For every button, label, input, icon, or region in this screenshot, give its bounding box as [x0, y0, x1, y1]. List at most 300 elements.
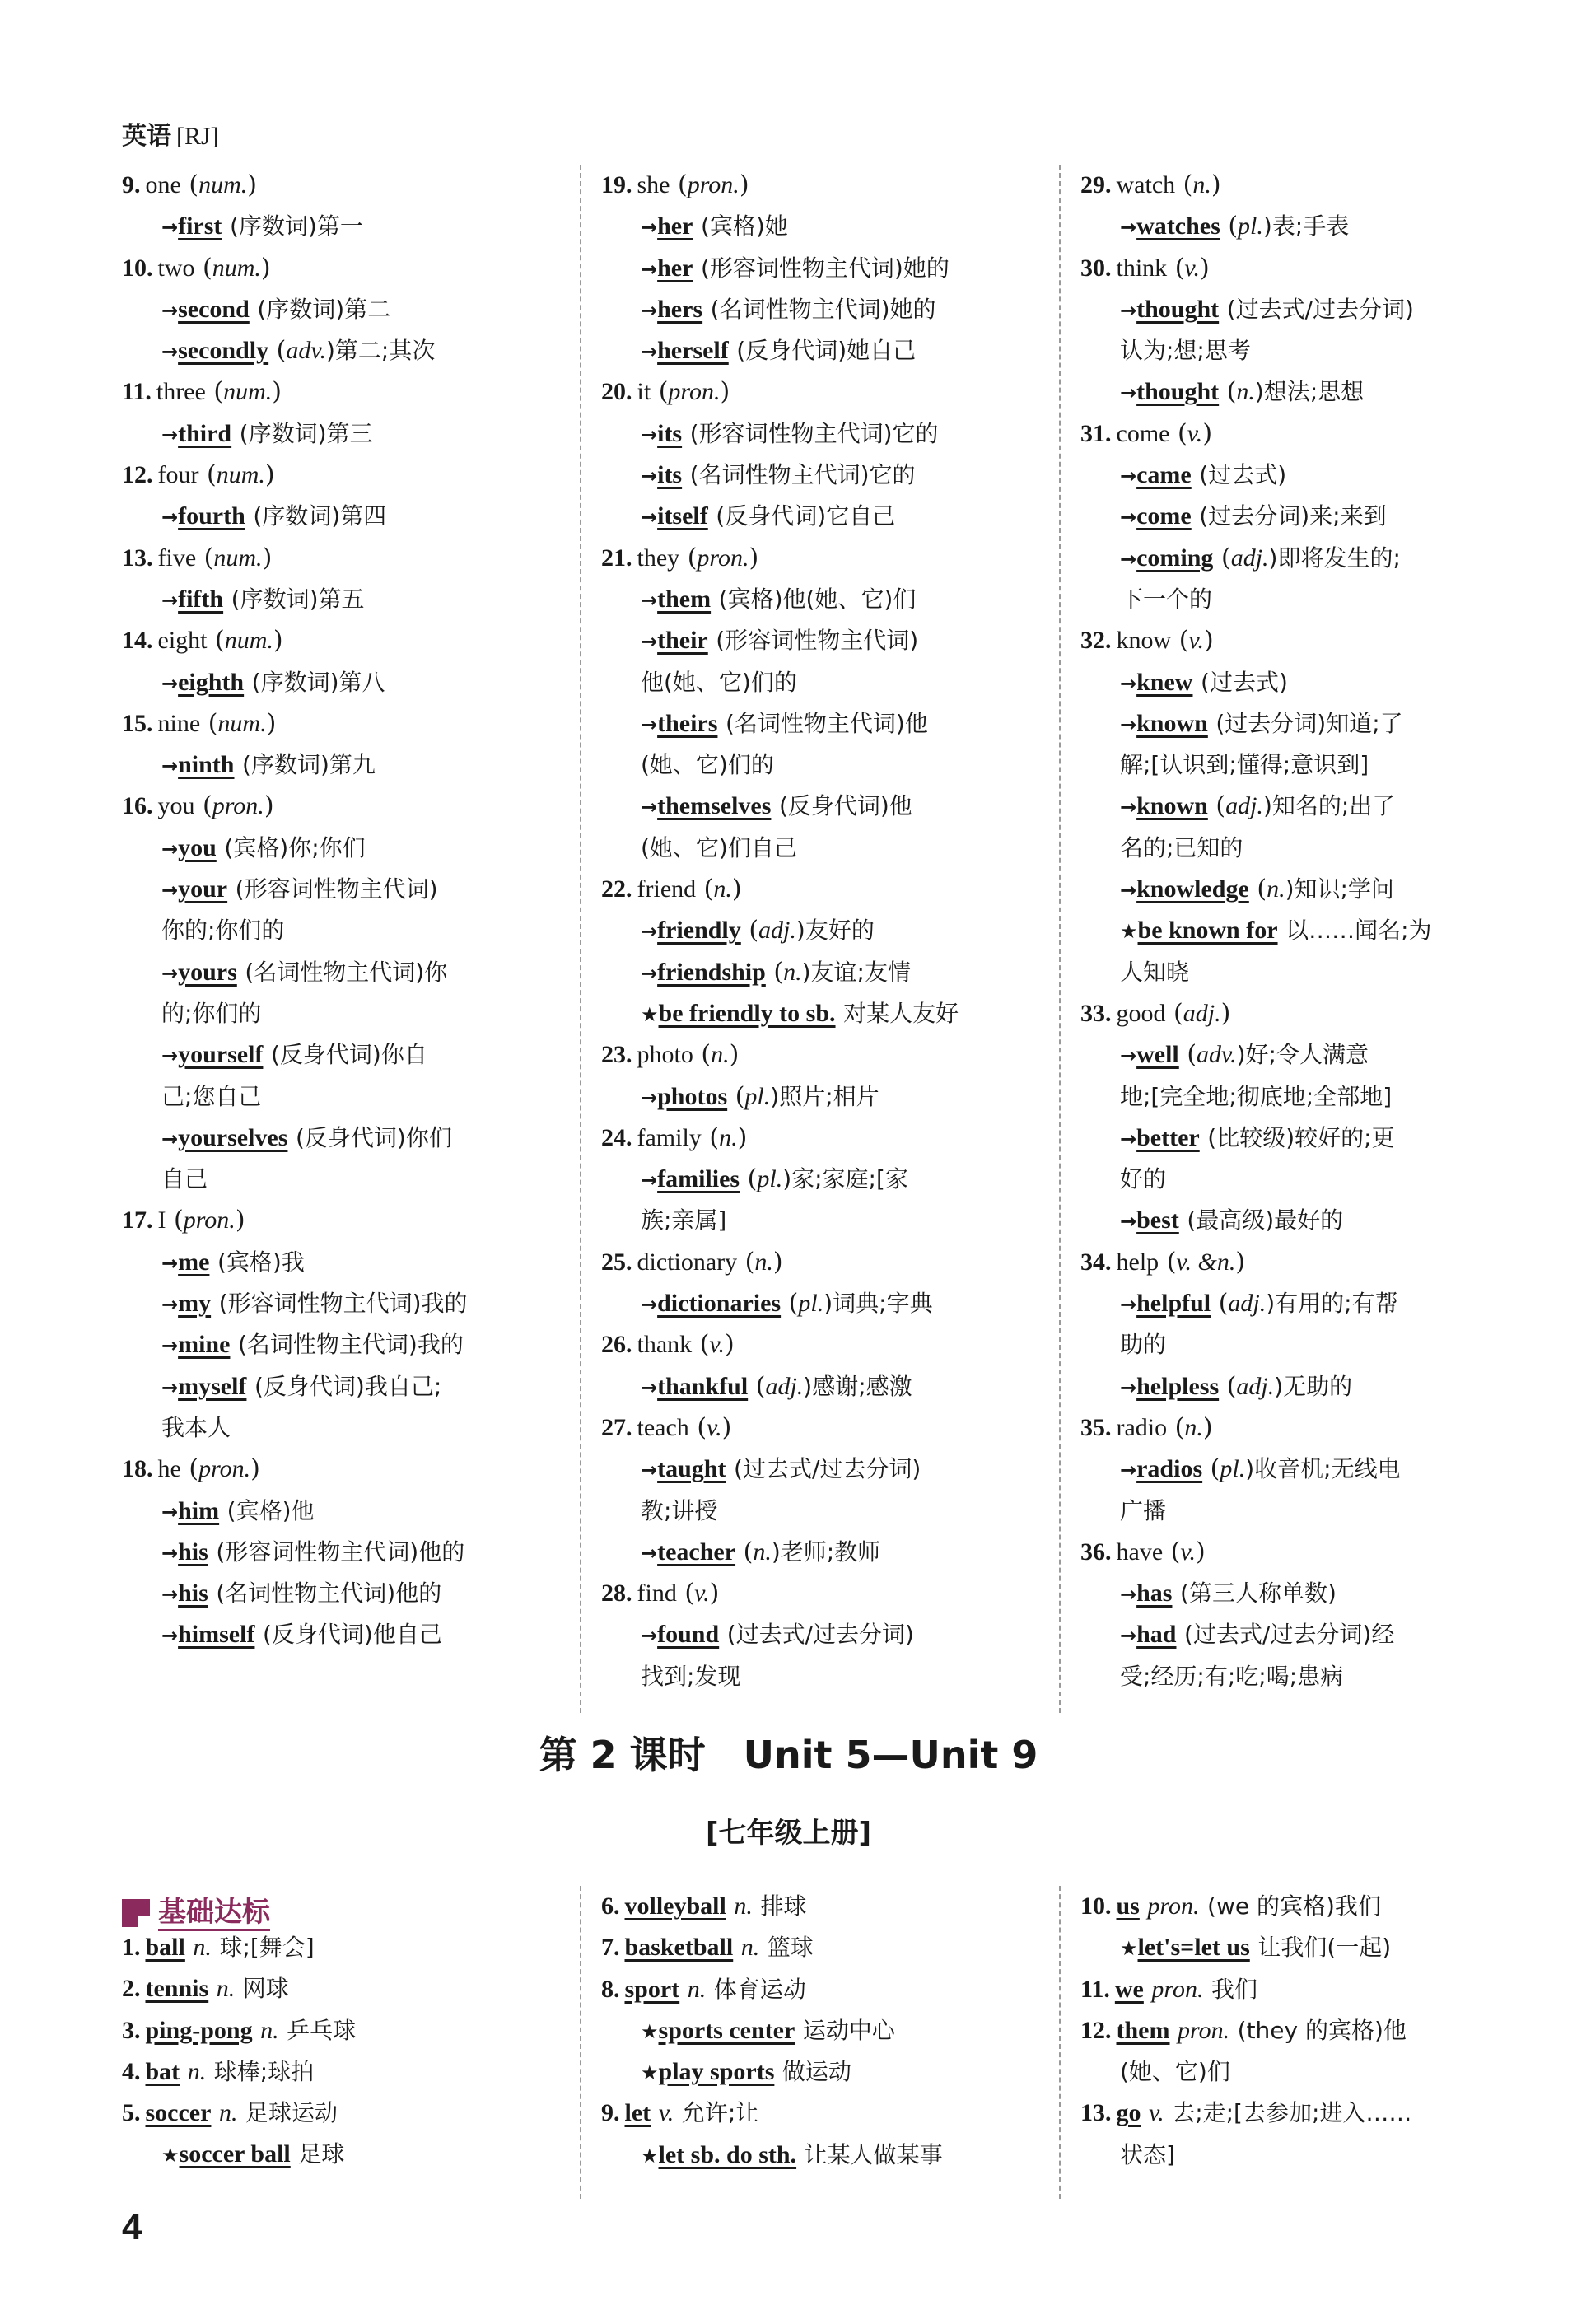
derived-word: hers	[657, 295, 703, 323]
definition: 地;[完全地;彻底地;全部地]	[1120, 1082, 1393, 1110]
part-of-speech: pl.	[757, 1165, 783, 1193]
definition: 我们	[1211, 1975, 1258, 2003]
definition: (反身代词)你们	[295, 1123, 452, 1151]
derived-word: my	[178, 1290, 212, 1318]
phrase: sports center	[658, 2016, 795, 2044]
continuation-line	[122, 1407, 567, 1449]
arrow-icon: →	[1120, 1458, 1137, 1482]
arrow-icon: →	[161, 1583, 179, 1607]
page-number: 4	[122, 2207, 142, 2247]
headword: thank	[637, 1331, 693, 1359]
definition: (她、它)们	[1120, 2058, 1230, 2086]
entry-number: 12.	[1080, 2016, 1112, 2044]
headword: family	[637, 1123, 702, 1151]
entry-line: 23. photo (n.)	[601, 1040, 740, 1070]
derived-line	[122, 1366, 567, 1407]
entry-line: 30. think (v.)	[1080, 253, 1210, 282]
entry-number: 33.	[1080, 999, 1112, 1027]
arrow-icon: →	[161, 754, 179, 778]
part-of-speech: v.	[694, 1580, 710, 1608]
derived-word: known	[1136, 709, 1208, 737]
entry-line: 17. I (pron.)	[122, 1206, 245, 1235]
part-of-speech: pron.	[212, 792, 264, 820]
definition: )词典;字典	[823, 1290, 933, 1318]
arrow-icon: →	[1120, 796, 1137, 819]
vocab-word: we	[1114, 1975, 1144, 2003]
definition: (第三人称单数)	[1180, 1580, 1337, 1608]
part-of-speech: pron.	[687, 171, 740, 198]
derived-word: teacher	[657, 1538, 736, 1566]
continuation-line	[601, 1200, 1046, 1241]
definition: 己;您自己	[161, 1082, 262, 1110]
derived-word: knew	[1136, 668, 1193, 696]
definition: (序数词)第五	[231, 585, 365, 613]
headword: he	[157, 1455, 181, 1483]
derived-word: has	[1136, 1580, 1173, 1608]
continuation-line	[1080, 1076, 1542, 1118]
arrow-icon: →	[1120, 712, 1137, 736]
derived-line	[601, 206, 1046, 247]
entry-line: 36. have (v.)	[1080, 1537, 1206, 1566]
entry-number: 5.	[122, 2099, 141, 2127]
entry-line: 11. three (num.)	[122, 377, 282, 407]
part-of-speech: adj.	[758, 917, 796, 945]
definition: )即将发生的;	[1268, 544, 1401, 572]
section-subtitle: [七年级上册]	[705, 1817, 872, 1850]
definition: 自己	[161, 1165, 208, 1193]
vocab-word: tennis	[145, 1975, 209, 2003]
derived-line: →thought (n.)想法;思想	[1120, 377, 1365, 407]
headword: have	[1116, 1538, 1164, 1566]
definition: 允许;让	[681, 2099, 759, 2127]
column-divider-2	[1059, 165, 1061, 1713]
definition: (序数词)第八	[251, 668, 385, 696]
phrase: let sb. do sth.	[658, 2140, 797, 2168]
entry-line: 25. dictionary (n.)	[601, 1247, 783, 1276]
arrow-icon: →	[1120, 671, 1137, 695]
continuation-line	[1080, 952, 1542, 993]
part-of-speech: adj.	[1230, 544, 1269, 572]
definition: 好的	[1120, 1165, 1167, 1193]
star-icon: ★	[641, 2144, 659, 2168]
definition: (比较级)较好的;更	[1207, 1123, 1395, 1151]
definition: (名词性物主代词)你	[245, 958, 448, 986]
definition: 以……闻名;为	[1285, 917, 1432, 945]
entry-number: 19.	[601, 171, 632, 198]
definition: 球棒;球拍	[213, 2057, 315, 2085]
definition: 足球	[298, 2140, 345, 2168]
entry-line: 12. four (num.)	[122, 460, 275, 490]
arrow-icon: →	[161, 1127, 179, 1150]
part-of-speech: n.	[218, 2099, 238, 2127]
entry-number: 23.	[601, 1041, 632, 1069]
definition: )老师;教师	[771, 1538, 881, 1566]
derived-line: →families (pl.)家;家庭;[家	[641, 1164, 908, 1194]
star-icon: ★	[641, 1002, 659, 1026]
derived-line	[601, 330, 1046, 371]
entry-line	[1080, 2010, 1542, 2051]
entry-line: 26. thank (v.)	[601, 1330, 735, 1360]
derived-line: →photos (pl.)照片;相片	[641, 1081, 879, 1111]
entry-number: 24.	[601, 1123, 632, 1151]
derived-word: theirs	[657, 709, 718, 737]
definition: 我本人	[161, 1413, 231, 1441]
definition: 足球运动	[245, 2099, 338, 2127]
headword: think	[1116, 254, 1168, 282]
derived-word: dictionaries	[657, 1290, 782, 1318]
definition: 他(她、它)们的	[641, 668, 797, 696]
derived-word: found	[657, 1621, 720, 1649]
arrow-icon: →	[641, 920, 658, 944]
arrow-icon: →	[161, 1541, 179, 1565]
derived-line	[122, 1573, 567, 1614]
derived-word: yourself	[178, 1041, 264, 1069]
star-icon: ★	[1120, 920, 1138, 944]
definition: (宾格)她	[700, 212, 788, 240]
part-of-speech: v.	[1149, 2099, 1164, 2127]
derived-word: her	[657, 254, 693, 282]
definition: (形容词性物主代词)我的	[218, 1290, 468, 1318]
part-of-speech: pron.	[697, 544, 749, 572]
derived-line: →friendly (adj.)友好的	[641, 916, 875, 945]
derived-word: its	[657, 461, 683, 489]
derived-line	[601, 993, 1046, 1034]
part-of-speech: v.	[1187, 419, 1203, 447]
derived-line	[1080, 703, 1542, 744]
arrow-icon: →	[641, 464, 658, 488]
derived-word: them	[657, 585, 712, 613]
part-of-speech: adj.	[1225, 792, 1263, 820]
derived-word: helpless	[1136, 1372, 1220, 1400]
headword: eight	[157, 627, 208, 655]
headword: four	[157, 461, 199, 489]
arrow-icon: →	[161, 671, 179, 695]
derived-line	[122, 869, 567, 910]
part-of-speech: v. &n.	[1176, 1248, 1236, 1276]
arrow-icon: →	[161, 1500, 179, 1524]
derived-word: third	[178, 419, 232, 447]
arrow-icon: →	[641, 506, 658, 530]
derived-word: his	[178, 1580, 208, 1608]
definition: (过去式)	[1201, 668, 1288, 696]
derived-line	[601, 455, 1046, 496]
entry-number: 2.	[122, 1975, 141, 2003]
derived-word: photos	[657, 1082, 728, 1110]
entry-number: 36.	[1080, 1538, 1112, 1566]
entry-number: 10.	[1080, 1892, 1112, 1920]
derived-line: →helpless (adj.)无助的	[1120, 1371, 1353, 1401]
part-of-speech: num.	[216, 461, 265, 489]
vocab-word: let	[624, 2099, 651, 2127]
headword: she	[637, 171, 670, 198]
definition: )知识;学问	[1285, 875, 1394, 903]
part-of-speech: n.	[216, 1975, 236, 2003]
definition: (过去分词)知道;了	[1215, 709, 1403, 737]
definition: (宾格)他	[226, 1496, 315, 1524]
definition: 广播	[1120, 1496, 1167, 1524]
arrow-icon: →	[641, 422, 658, 446]
derived-word: you	[178, 833, 217, 861]
definition: )第二;其次	[325, 337, 436, 365]
derived-word: fifth	[178, 585, 224, 613]
definition: )无助的	[1274, 1372, 1353, 1400]
derived-word: known	[1136, 792, 1208, 820]
vocab-word: bat	[145, 2057, 180, 2085]
entry-line: 16. you (pron.)	[122, 791, 274, 821]
entry-number: 4.	[122, 2057, 141, 2085]
entry-number: 9.	[601, 2099, 620, 2127]
derived-word: his	[178, 1538, 208, 1566]
derived-word: had	[1136, 1621, 1177, 1649]
badge-label: 基础达标	[158, 1896, 270, 1931]
arrow-icon: →	[641, 630, 658, 654]
definition: (形容词性物主代词)	[235, 875, 438, 903]
column-divider-1	[580, 165, 581, 1713]
arrow-icon: →	[641, 1169, 658, 1192]
entry-number: 29.	[1080, 171, 1112, 198]
entry-number: 35.	[1080, 1413, 1112, 1441]
arrow-icon: →	[161, 216, 179, 240]
part-of-speech: n.	[713, 875, 732, 903]
entry-line	[601, 1969, 1046, 2010]
headword: two	[157, 254, 195, 282]
entry-line: 18. he (pron.)	[122, 1454, 260, 1484]
part-of-speech: n.	[753, 1538, 772, 1566]
star-icon: ★	[641, 2061, 659, 2085]
headword: you	[157, 792, 195, 820]
derived-line	[601, 496, 1046, 537]
derived-word: families	[657, 1165, 740, 1193]
section-title: 第 2 课时 Unit 5—Unit 9	[539, 1733, 1038, 1777]
entry-number: 7.	[601, 1934, 620, 1962]
definition: (序数词)第三	[239, 419, 373, 447]
definition: 排球	[760, 1892, 807, 1920]
derived-line	[122, 206, 567, 247]
part-of-speech: n.	[711, 1041, 730, 1069]
entry-number: 32.	[1080, 627, 1112, 655]
continuation-line	[122, 1076, 567, 1118]
entry-number: 20.	[601, 378, 632, 406]
derived-word: itself	[657, 502, 708, 530]
definition: (宾格)他(她、它)们	[718, 585, 917, 613]
definition: 受;经历;有;吃;喝;患病	[1120, 1662, 1344, 1690]
entry-line	[601, 1886, 1046, 1927]
arrow-icon: →	[161, 837, 179, 861]
arrow-icon: →	[161, 422, 179, 446]
derived-line: →knowledge (n.)知识;学问	[1120, 875, 1394, 904]
entry-line	[122, 1968, 567, 2009]
arrow-icon: →	[1120, 879, 1137, 903]
edition-label: [RJ]	[176, 123, 219, 150]
entry-number: 10.	[122, 254, 153, 282]
arrow-icon: →	[161, 298, 179, 322]
entry-line: 14. eight (num.)	[122, 626, 283, 656]
vocab-word: soccer	[145, 2099, 212, 2127]
vocab-column-1	[122, 165, 567, 1656]
arrow-icon: →	[161, 506, 179, 530]
part-of-speech: n.	[783, 958, 802, 986]
arrow-icon: →	[161, 879, 179, 903]
column-divider-3	[580, 1886, 581, 2199]
arrow-icon: →	[1120, 298, 1137, 322]
vocab-word: volleyball	[624, 1892, 726, 1920]
derived-line	[601, 579, 1046, 620]
derived-line	[601, 2135, 1046, 2176]
derived-word: radios	[1136, 1455, 1203, 1483]
arrow-icon: →	[641, 961, 658, 985]
entry-number: 3.	[122, 2016, 141, 2044]
derived-line	[122, 1614, 567, 1655]
entry-line	[1080, 2093, 1542, 2134]
part-of-speech: num.	[224, 627, 273, 655]
definition: 网球	[242, 1975, 289, 2003]
definition: (they 的宾格)他	[1237, 2016, 1407, 2044]
arrow-icon: →	[161, 340, 179, 364]
derived-line	[1080, 1927, 1542, 1968]
entry-number: 1.	[122, 1934, 141, 1961]
arrow-icon: →	[641, 796, 658, 819]
arrow-icon: →	[641, 257, 658, 281]
part-of-speech: adv.	[286, 337, 326, 365]
derived-line	[122, 413, 567, 455]
derived-line	[1080, 289, 1542, 330]
derived-line: →well (adv.)好;令人满意	[1120, 1040, 1369, 1070]
derived-word: eighth	[178, 668, 245, 696]
arrow-icon: →	[161, 961, 179, 985]
entry-line	[601, 2093, 1046, 2134]
definition: 去;走;[去参加;进入……	[1172, 2099, 1412, 2127]
continuation-line	[1080, 1491, 1542, 1532]
derived-word: helpful	[1136, 1290, 1211, 1318]
vocab-word: us	[1116, 1892, 1140, 1920]
entry-line: 32. know (v.)	[1080, 626, 1214, 656]
definition: 下一个的	[1120, 585, 1213, 613]
continuation-line	[601, 1491, 1046, 1532]
headword: one	[145, 171, 181, 198]
entry-number: 11.	[1080, 1975, 1110, 2003]
definition: (形容词性物主代词)他的	[216, 1538, 465, 1566]
definition: (名词性物主代词)他的	[216, 1580, 442, 1608]
definition: (形容词性物主代词)它的	[689, 419, 939, 447]
headword: know	[1116, 627, 1172, 655]
phrase: let's=let us	[1137, 1934, 1250, 1962]
entry-number: 26.	[601, 1331, 632, 1359]
derived-line	[122, 1118, 567, 1159]
continuation-line	[122, 1159, 567, 1200]
practice-column-3	[1080, 1886, 1542, 2176]
derived-word: knowledge	[1136, 875, 1249, 903]
continuation-line	[601, 662, 1046, 703]
derived-line	[122, 952, 567, 993]
definition: (名词性物主代词)他	[725, 709, 928, 737]
derived-line	[601, 413, 1046, 455]
headword: good	[1116, 999, 1166, 1027]
arrow-icon: →	[1120, 1624, 1137, 1648]
derived-line	[1080, 1614, 1542, 1655]
definition: 族;亲属]	[641, 1206, 727, 1234]
entry-line	[122, 1927, 567, 1968]
definition: 体育运动	[713, 1975, 806, 2003]
entry-line: 9. one (num.)	[122, 170, 257, 199]
continuation-line	[1080, 1656, 1542, 1697]
arrow-icon: →	[161, 1044, 179, 1068]
derived-line	[601, 786, 1046, 827]
definition: 名的;已知的	[1120, 833, 1243, 861]
entry-line: 29. watch (n.)	[1080, 170, 1221, 199]
part-of-speech: n.	[260, 2016, 279, 2044]
definition: )照片;相片	[770, 1082, 879, 1110]
derived-line	[122, 579, 567, 620]
definition: (形容词性物主代词)她的	[700, 254, 949, 282]
entry-line	[122, 2093, 567, 2134]
definition: 篮球	[767, 1934, 814, 1962]
arrow-icon: →	[641, 1541, 658, 1565]
derived-line	[122, 1283, 567, 1324]
definition: (过去式)	[1199, 461, 1287, 489]
arrow-icon: →	[641, 588, 658, 612]
entry-number: 11.	[122, 378, 152, 406]
definition: (她、它)们的	[641, 751, 774, 779]
entry-number: 14.	[122, 627, 153, 655]
derived-word: friendship	[657, 958, 766, 986]
arrow-icon: →	[161, 588, 179, 612]
derived-line: →friendship (n.)友谊;友情	[641, 957, 911, 987]
derived-word: best	[1136, 1206, 1179, 1234]
definition: )想法;思想	[1254, 378, 1365, 406]
continuation-line	[1080, 330, 1542, 371]
phrase: soccer ball	[179, 2140, 291, 2168]
derived-word: ninth	[178, 751, 235, 779]
derived-word: himself	[178, 1621, 255, 1649]
derived-line	[122, 289, 567, 330]
part-of-speech: n.	[687, 1975, 707, 2003]
vocab-word: them	[1116, 2016, 1170, 2044]
arrow-icon: →	[641, 1375, 658, 1399]
continuation-line	[1080, 2051, 1542, 2093]
entry-line: 34. help (v. &n.)	[1080, 1247, 1246, 1276]
definition: 找到;发现	[641, 1662, 741, 1690]
definition: (名词性物主代词)她的	[710, 295, 936, 323]
part-of-speech: pron.	[1178, 2016, 1230, 2044]
derived-word: watches	[1136, 212, 1220, 240]
star-icon: ★	[161, 2144, 180, 2168]
arrow-icon: →	[1120, 506, 1137, 530]
derived-line: →helpful (adj.)有用的;有帮	[1120, 1289, 1398, 1318]
entry-line: 27. teach (v.)	[601, 1412, 732, 1442]
definition: (we 的宾格)我们	[1207, 1892, 1381, 1920]
definition: (过去式/过去分词)经	[1184, 1621, 1395, 1649]
derived-word: her	[657, 212, 693, 240]
arrow-icon: →	[1120, 1210, 1137, 1234]
derived-word: coming	[1136, 544, 1214, 572]
entry-line: 33. good (adj.)	[1080, 998, 1231, 1028]
entry-line	[601, 1927, 1046, 1968]
part-of-speech: n.	[1192, 171, 1211, 198]
entry-number: 21.	[601, 544, 632, 572]
derived-line: →radios (pl.)收音机;无线电	[1120, 1454, 1401, 1484]
derived-line: →coming (adj.)即将发生的;	[1120, 543, 1401, 572]
derived-word: themselves	[657, 792, 772, 820]
definition: (反身代词)她自己	[736, 337, 917, 365]
part-of-speech: n.	[1236, 378, 1255, 406]
derived-line	[601, 289, 1046, 330]
continuation-line	[601, 1656, 1046, 1697]
derived-word: second	[178, 295, 250, 323]
definition: 让某人做某事	[804, 2140, 943, 2168]
part-of-speech: n.	[740, 1934, 760, 1962]
definition: )好;令人满意	[1236, 1041, 1369, 1069]
derived-word: thankful	[657, 1372, 749, 1400]
